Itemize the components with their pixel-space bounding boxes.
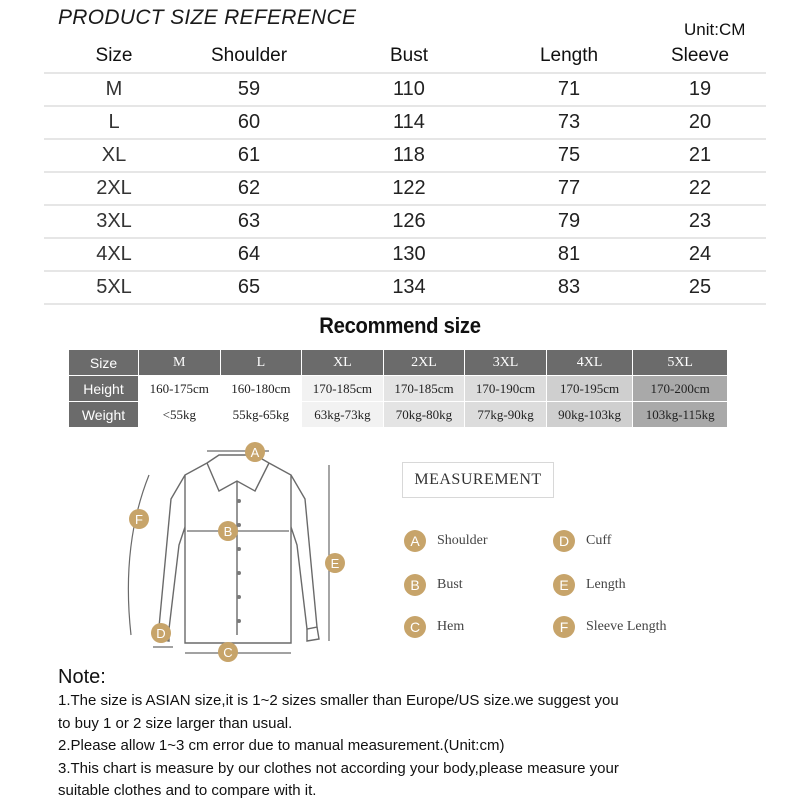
table-row bbox=[44, 172, 766, 205]
legend-badge-f: F bbox=[553, 616, 575, 638]
marker-a-label: A bbox=[250, 445, 260, 460]
measure-lines bbox=[128, 451, 329, 653]
header-bust: Bust bbox=[314, 40, 504, 73]
recommend-size-cell: 2XL bbox=[383, 350, 465, 376]
legend-label: Hem bbox=[437, 619, 465, 634]
marker-e-label: E bbox=[330, 556, 340, 571]
table-row bbox=[44, 139, 766, 172]
length-cell: 75 bbox=[504, 139, 634, 172]
note-line: 3.This chart is measure by our clothes not according your body,please measure your bbox=[58, 759, 619, 777]
legend-badge-e: E bbox=[553, 574, 575, 596]
height-cell: 170-200cm bbox=[633, 376, 728, 402]
sleeve-cell: 25 bbox=[634, 271, 766, 304]
note-line: 2.Please allow 1~3 cm error due to manual measurement.(Unit:cm) bbox=[58, 737, 505, 754]
height-label: Height bbox=[69, 376, 139, 402]
length-cell: 71 bbox=[504, 73, 634, 106]
height-cell: 170-185cm bbox=[383, 376, 465, 402]
recommend-size-cell: 4XL bbox=[546, 350, 632, 376]
note-line: 1.The size is ASIAN size,it is 1~2 sizes smaller than Europe/US size.we suggest you bbox=[58, 692, 619, 709]
unit-label: Unit:CM bbox=[684, 20, 746, 39]
weight-cell: 55kg-65kg bbox=[220, 402, 302, 428]
table-row bbox=[44, 106, 766, 139]
recommend-height-row bbox=[69, 376, 728, 402]
length-cell: 81 bbox=[504, 238, 634, 271]
bust-cell: 110 bbox=[314, 73, 504, 106]
sleeve-cell: 24 bbox=[634, 238, 766, 271]
measurement-title: MEASUREMENT bbox=[402, 462, 554, 498]
recommend-size-cell: L bbox=[220, 350, 302, 376]
sleeve-cell: 20 bbox=[634, 106, 766, 139]
shoulder-cell: 61 bbox=[184, 139, 314, 172]
recommend-header-row bbox=[69, 350, 728, 376]
sleeve-cell: 22 bbox=[634, 172, 766, 205]
size-reference-table bbox=[44, 40, 766, 305]
bust-cell: 130 bbox=[314, 238, 504, 271]
legend-sleeve-length bbox=[553, 616, 666, 638]
size-cell: M bbox=[44, 73, 184, 106]
weight-label: Weight bbox=[69, 402, 139, 428]
bust-cell: 122 bbox=[314, 172, 504, 205]
length-cell: 77 bbox=[504, 172, 634, 205]
size-cell: XL bbox=[44, 139, 184, 172]
size-table-header bbox=[44, 40, 766, 73]
legend-shoulder bbox=[404, 530, 488, 552]
size-cell: L bbox=[44, 106, 184, 139]
length-cell: 73 bbox=[504, 106, 634, 139]
note-line: suitable clothes and to compare with it. bbox=[58, 782, 317, 799]
height-cell: 160-180cm bbox=[220, 376, 302, 402]
weight-cell: 63kg-73kg bbox=[302, 402, 384, 428]
table-row bbox=[44, 73, 766, 106]
size-cell: 4XL bbox=[44, 238, 184, 271]
height-cell: 170-185cm bbox=[302, 376, 384, 402]
shoulder-cell: 65 bbox=[184, 271, 314, 304]
sleeve-cell: 21 bbox=[634, 139, 766, 172]
size-cell: 3XL bbox=[44, 205, 184, 238]
legend-label: Cuff bbox=[586, 533, 612, 548]
recommend-size-cell: XL bbox=[302, 350, 384, 376]
legend-label: Length bbox=[586, 577, 626, 592]
legend-badge-c: C bbox=[404, 616, 426, 638]
recommend-size-title: Recommend size bbox=[319, 313, 481, 338]
recommend-weight-row bbox=[69, 402, 728, 428]
legend-length bbox=[553, 574, 626, 596]
header-length: Length bbox=[504, 40, 634, 73]
shoulder-cell: 62 bbox=[184, 172, 314, 205]
header-size: Size bbox=[44, 40, 184, 73]
table-row bbox=[44, 271, 766, 304]
weight-cell: 103kg-115kg bbox=[633, 402, 728, 428]
notes-section bbox=[58, 666, 758, 800]
shirt-diagram bbox=[115, 435, 365, 667]
recommend-size-cell: M bbox=[139, 350, 221, 376]
recommend-size-cell: 3XL bbox=[465, 350, 547, 376]
legend-badge-b: B bbox=[404, 574, 426, 596]
recommend-size-label: Size bbox=[69, 350, 139, 376]
shoulder-cell: 60 bbox=[184, 106, 314, 139]
weight-cell: 70kg-80kg bbox=[383, 402, 465, 428]
legend-label: Sleeve Length bbox=[586, 619, 667, 634]
table-row bbox=[44, 205, 766, 238]
marker-b-label: B bbox=[223, 524, 233, 539]
bust-cell: 118 bbox=[314, 139, 504, 172]
marker-d-label: D bbox=[156, 626, 166, 641]
sleeve-cell: 19 bbox=[634, 73, 766, 106]
note-line: to buy 1 or 2 size larger than usual. bbox=[58, 714, 293, 732]
bust-cell: 126 bbox=[314, 205, 504, 238]
bust-cell: 114 bbox=[314, 106, 504, 139]
notes-title: Note: bbox=[58, 666, 106, 688]
shoulder-cell: 64 bbox=[184, 238, 314, 271]
height-cell: 170-195cm bbox=[546, 376, 632, 402]
header-sleeve: Sleeve bbox=[634, 40, 766, 73]
shoulder-cell: 63 bbox=[184, 205, 314, 238]
legend-badge-a: A bbox=[404, 530, 426, 552]
length-cell: 79 bbox=[504, 205, 634, 238]
legend-cuff bbox=[553, 530, 611, 552]
weight-cell: 90kg-103kg bbox=[546, 402, 632, 428]
sleeve-cell: 23 bbox=[634, 205, 766, 238]
marker-c-label: C bbox=[223, 645, 233, 660]
shoulder-cell: 59 bbox=[184, 73, 314, 106]
bust-cell: 134 bbox=[314, 271, 504, 304]
length-cell: 83 bbox=[504, 271, 634, 304]
header-shoulder: Shoulder bbox=[184, 40, 314, 73]
legend-label: Shoulder bbox=[437, 533, 488, 548]
height-cell: 170-190cm bbox=[465, 376, 547, 402]
legend-bust bbox=[404, 574, 463, 596]
recommend-size-cell: 5XL bbox=[633, 350, 728, 376]
legend-label: Bust bbox=[437, 577, 463, 592]
page-title: PRODUCT SIZE REFERENCE bbox=[58, 6, 357, 29]
legend-hem bbox=[404, 616, 464, 638]
weight-cell: <55kg bbox=[139, 402, 221, 428]
marker-f-label: F bbox=[135, 512, 143, 527]
weight-cell: 77kg-90kg bbox=[465, 402, 547, 428]
height-cell: 160-175cm bbox=[139, 376, 221, 402]
size-cell: 2XL bbox=[44, 172, 184, 205]
table-row bbox=[44, 238, 766, 271]
legend-badge-d: D bbox=[553, 530, 575, 552]
recommend-size-table bbox=[68, 349, 728, 428]
size-cell: 5XL bbox=[44, 271, 184, 304]
